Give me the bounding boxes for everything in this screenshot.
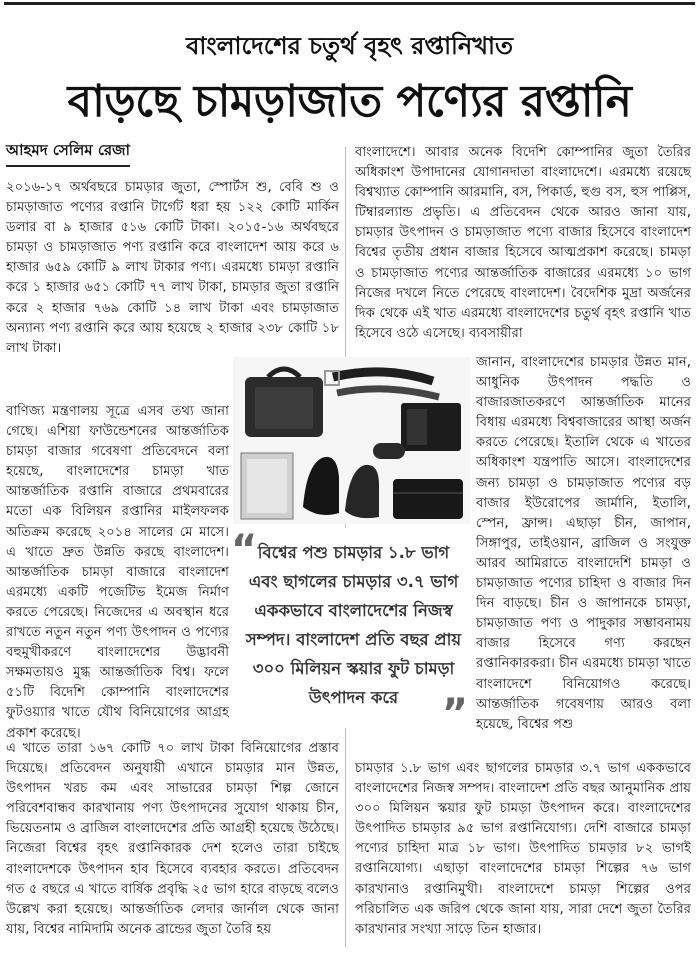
leather-goods-illustration xyxy=(233,357,470,524)
leather-goods-photo xyxy=(233,357,470,524)
body-column-left-narrow: বাণিজ্য মন্ত্রণালয় সূত্রে এসব তথ্য জানা গেছে। এশিয়া ফাউন্ডেশনের আন্তর্জাতিক চামড়া বাজার গবেষণা প্রতিবেদনে বলা হয়েছে, বাংলাদেশের চামড়া খাত আন্তর্জাতিক রপ্তানি বাজারে প্রথমবারের মতো এক বিলিয়ন রপ্তানির মাইলফলক অতিক্রম করেছে ২০১৪ সালের মে মাসে। এ খাতে দ্রুত উন্নতি করছে বাংলাদেশ। আন্তর্জাতিক চামড়া বাজারে বাংলাদেশ এরমধ্যে একটি পজেটিভ ইমেজ নির্মাণ করতে পেরেছে। নিজেদের এ অবস্থান ধরে রাখতে নতুন নতুন পণ্য উৎপাদন ও পণ্যের বহুমুখীকরণে বাংলাদেশের উদ্ভাবনী সক্ষমতায়ও মুগ্ধ আন্তর্জাতিক বিশ্ব। ফলে ৫১টি বিদেশি কোম্পানি বাংলাদেশের ফুটওয়্যার খাতে যৌথ বিনিয়োগের আগ্রহ প্রকাশ করেছে। xyxy=(6,404,229,741)
body-column-left-top: ২০১৬-১৭ অর্থবছরে চামড়ার জুতা, স্পোর্টস শু, বেবি শু ও চামড়াজাত পণ্যের রপ্তানি টার্গেট ধরা হয় ১২২ কোটি মার্কিন ডলার বা ৯ হাজার ৫১৬ কোটি টাকা। ২০১৫-১৬ অর্থবছরে চামড়া ও চামড়াজাত পণ্য রপ্তানি করে বাংলাদেশ আয় করে ৬ হাজার ৬৫৯ কোটি ৯ লাখ টাকার পণ্য। এরমধ্যে চামড়া রপ্তানি করে ১ হাজার ৬৫১ কোটি ৭৭ লাখ টাকা, চামড়ার জুতা রপ্তানি করে ২ হাজার ৭৬৯ কোটি ১৪ লাখ টাকা এবং চামড়াজাত অন্যান্য পণ্য রপ্তানি করে আয় হয়েছে ২ হাজার ২৩৮ কোটি ১৮ লাখ টাকা। xyxy=(6,180,339,356)
body-column-left-bottom: এ খাতে তারা ১৬৭ কোটি ৭০ লাখ টাকা বিনিয়োগের প্রস্তাব দিয়েছে। প্রতিবেদন অনুযায়ী এখানে চামড়ার মান উন্নত, উৎপাদন খরচ কম এবং সাভারের চামড়া শিল্প জোনে পরিবেশবান্ধব কারখানায় পণ্য উৎপাদনের সুযোগ থাকায় চীন, ভিয়েতনাম ও ব্রাজিল বাংলাদেশের প্রতি আগ্রহী হয়েছে উঠেছে। নিজেরা বিশ্বের বৃহৎ রপ্তানিকারক দেশ হলেও তারা চাইছে বাংলাদেশকে উৎপাদন হাব হিসেবে ব্যবহার করতে। প্রতিবেদন গত ৫ বছরে এ খাতে বার্ষিক প্রবৃদ্ধি ২৫ ভাগ হারে বাড়ছে বলেও উল্লেখ করা হয়েছে। আন্তর্জাতিক লেদার জার্নাল থেকে জানা যায়, বিশ্বের নামিদামি অনেক ব্রান্ডের জুতা তৈরি হয় xyxy=(6,741,339,937)
body-column-right-bottom: চামড়ার ১.৮ ভাগ এবং ছাগলের চামড়ার ৩.৭ ভাগ এককভাবে বাংলাদেশের নিজস্ব সম্পদ। বাংলাদেশ প্রতি বছর আনুমানিক প্রায় ৩০০ মিলিয়ন স্কয়ার ফুট চামড়া উৎপাদন করে। বাংলাদেশের উৎপাদিত চামড়ার ৯৫ ভাগ রপ্তানিযোগ্য। দেশি বাজারে চামড়া পণ্যের চাহিদা মাত্র ১৮ ভাগ। উৎপাদিত চামড়ার ৮২ ভাগই রপ্তানিযোগ্য। এছাড়া বাংলাদেশের চামড়া শিল্পের ৭৬ ভাগ কারখানাও রপ্তানিমুখী। বাংলাদেশে চামড়া শিল্পের ওপর পরিচালিত এক জরিপ থেকে জানা যায়, সারা দেশে জুতা তৈরির কারখানার সংখ্যা সাড়ে তিন হাজার। xyxy=(355,761,691,937)
opening-quote-icon: “ xyxy=(231,527,258,573)
article-kicker: বাংলাদেশের চতুর্থ বৃহৎ রপ্তানিখাত xyxy=(186,32,513,60)
closing-quote-icon: ” xyxy=(441,691,468,737)
pull-quote xyxy=(231,527,470,737)
body-column-right-narrow: জানান, বাংলাদেশের চামড়ার উন্নত মান, আধুনিক উৎপাদন পদ্ধতি ও বাজারজাতকরণে আন্তর্জাতিক মানের বিধায় এরমধ্যে বিশ্ববাজারের আস্থা অর্জন করতে পেরেছে। ইতালি থেকে এ খাতের অধিকাংশ যন্ত্রপাতি আসে। বাংলাদেশের জন্য চামড়া ও চামড়াজাত পণ্যের বড় বাজার ইউরোপের জার্মানি, ইতালি, স্পেন, ফ্রান্স। এছাড়া চীন, জাপান, সিঙ্গাপুর, তাইওয়ান, ব্রাজিল ও সংযুক্ত আরব আমিরাতে বাংলাদেশি চামড়া ও চামড়াজাত পণ্যের চাহিদা ও বাজার দিন দিন বাড়ছে। চীন ও জাপানকে চামড়া, চামড়াজাত পণ্য ও পাদুকার সম্ভাবনাময় বাজার হিসেবে গণ্য করছেন রপ্তানিকারকরা। চীন এরমধ্যে চামড়া খাতে বাংলাদেশে বিনিয়োগও করেছে। আন্তর্জাতিক গবেষণায় আরও বলা হয়েছে, বিশ্বের পশু xyxy=(476,355,691,732)
pull-quote-text: বিশ্বের পশু চামড়ার ১.৮ ভাগ এবং ছাগলের চামড়ার ৩.৭ ভাগ এককভাবে বাংলাদেশের নিজস্ব সম্পদ। বাংলাদেশ প্রতি বছর প্রায় ৩০০ মিলিয়ন স্কয়ার ফুট চামড়া উৎপাদন করে xyxy=(245,543,462,707)
article-headline: বাড়ছে চামড়াজাত পণ্যের রপ্তানি xyxy=(67,76,632,127)
article-byline: আহমদ সেলিম রেজা xyxy=(6,139,130,167)
body-column-right-top: বাংলাদেশে। আবার অনেক বিদেশি কোম্পানির জুতা তৈরির অধিকাংশ উপাদানের যোগানদাতা বাংলাদেশে। এরমধ্যে রয়েছে বিশ্বখ্যাত কোম্পানি আরমানি, বস, পিকার্ড, হুগু বস, হুস পাপ্পিস, টিম্বারল্যান্ড প্রভৃতি। এ প্রতিবেদন থেকে আরও জানা যায়, চামড়ার উৎপাদন ও চামড়াজাত পণ্যে বাজার হিসেবে বাংলাদেশ বিশ্বের তৃতীয় প্রধান বাজার হিসেবে আত্মপ্রকাশ করেছে। চামড়া ও চামড়াজাত পণ্যের আন্তর্জাতিক বাজারের এরমধ্যে ১০ ভাগ নিজের দখলে নিতে পেরেছে বাংলাদেশ। বৈদেশিক মুদ্রা অর্জনের দিক থেকে এই খাত এরমধ্যে বাংলাদেশের চতুর্থ বৃহৎ রপ্তানি খাত হিসেবে ওঠে এসেছে। ব্যবসায়ীরা xyxy=(355,145,691,341)
top-rule xyxy=(4,2,695,5)
